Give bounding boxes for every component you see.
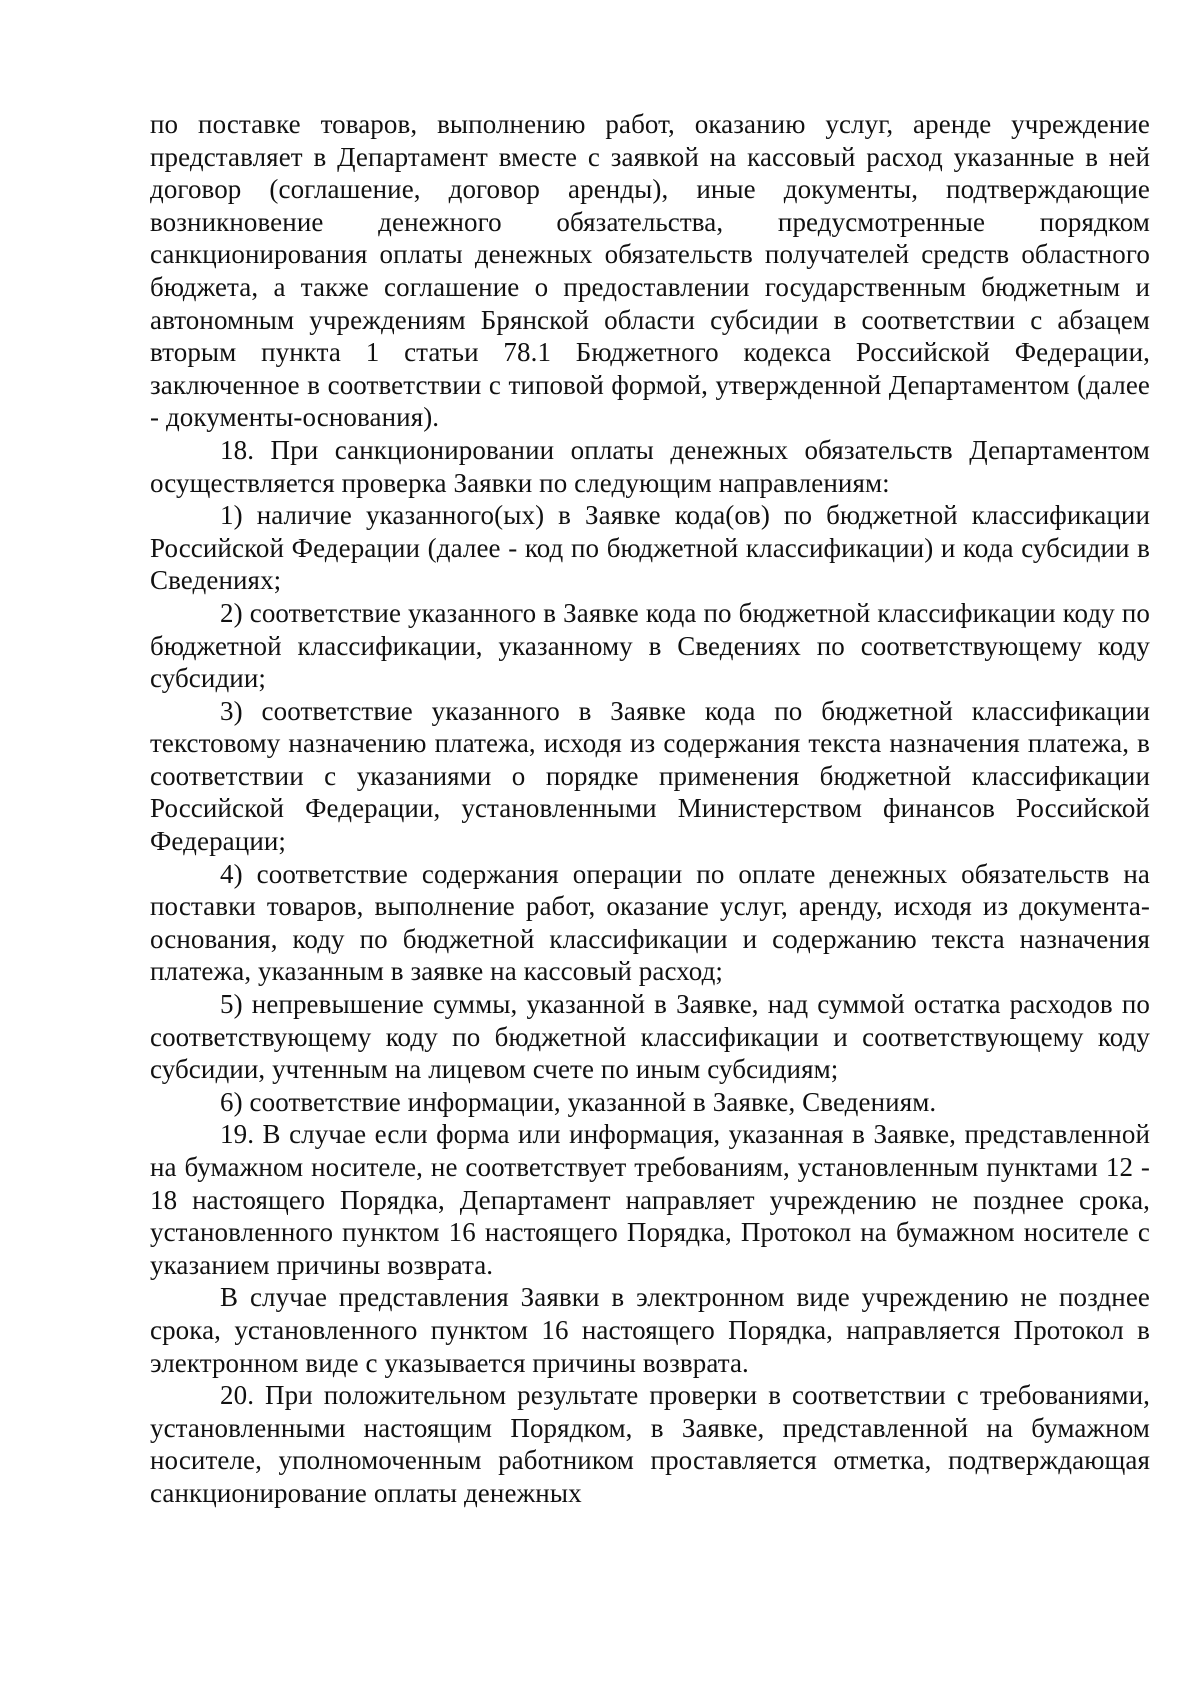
list-item-3-payment-purpose: 3) соответствие указанного в Заявке кода по бюджетной классификации текстовому назначению платежа, исходя из содержания текста назначения платежа, в соответствии с указаниями о порядке применения бюджетной классификации Российской Федерации, установленными Министерством финансов Российской Федерации; xyxy=(150,695,1150,857)
paragraph-continuation-documents-basis: по поставке товаров, выполнению работ, оказанию услуг, аренде учреждение представляет в Департамент вместе с заявкой на кассовый расход указанные в ней договор (соглашение, договор аренды), иные документы, подтверждающие возникновение денежного обязательства, предусмотренные порядком санкционирования оплаты денежных обязательств получателей средств областного бюджета, а также соглашение о предоставлении государственным бюджетным и автономным учреждениям Брянской области субсидии в соответствии с абзацем вторым пункта 1 статьи 78.1 Бюджетного кодекса Российской Федерации, заключенное в соответствии с типовой формой, утвержденной Департаментом (далее - документы-основания). xyxy=(150,109,1150,433)
list-item-1-code-presence: 1) наличие указанного(ых) в Заявке кода(ов) по бюджетной классификации Российской Федерации (далее - код по бюджетной классификации) и кода субсидии в Сведениях; xyxy=(150,500,1150,596)
paragraph-18-verification: 18. При санкционировании оплаты денежных обязательств Департаментом осуществляется проверка Заявки по следующим направлениям: xyxy=(150,434,1150,498)
document-body xyxy=(150,108,1150,1510)
list-item-5-amount-limit: 5) непревышение суммы, указанной в Заявке, над суммой остатка расходов по соответствующему коду по бюджетной классификации и соответствующему коду субсидии, учтенным на лицевом счете по иным субсидиям; xyxy=(150,989,1150,1085)
list-item-4-operation-content: 4) соответствие содержания операции по оплате денежных обязательств на поставки товаров, выполнение работ, оказание услуг, аренду, исходя из документа-основания, коду по бюджетной классификации и содержанию текста назначения платежа, указанным в заявке на кассовый расход; xyxy=(150,858,1150,987)
list-item-2-code-correspondence: 2) соответствие указанного в Заявке кода по бюджетной классификации коду по бюджетной классификации, указанному в Сведениях по соответствующему коду субсидии; xyxy=(150,597,1150,694)
paragraph-19-electronic-return: В случае представления Заявки в электронном виде учреждению не позднее срока, установленного пунктом 16 настоящего Порядка, направляется Протокол в электронном виде с указывается причины возврата. xyxy=(150,1282,1150,1378)
list-item-6-information-match: 6) соответствие информации, указанной в Заявке, Сведениям. xyxy=(220,1086,937,1117)
paragraph-19-paper-return: 19. В случае если форма или информация, указанная в Заявке, представленной на бумажном носителе, не соответствует требованиям, установленным пунктами 12 - 18 настоящего Порядка, Департамент направляет учреждению не позднее срока, установленного пунктом 16 настоящего Порядка, Протокол на бумажном носителе с указанием причины возврата. xyxy=(150,1119,1150,1280)
paragraph-20-positive-result: 20. При положительном результате проверки в соответствии с требованиями, установленными настоящим Порядком, в Заявке, представленной на бумажном носителе, уполномоченным работником проставляется отметка, подтверждающая санкционирование оплаты денежных xyxy=(150,1380,1150,1508)
